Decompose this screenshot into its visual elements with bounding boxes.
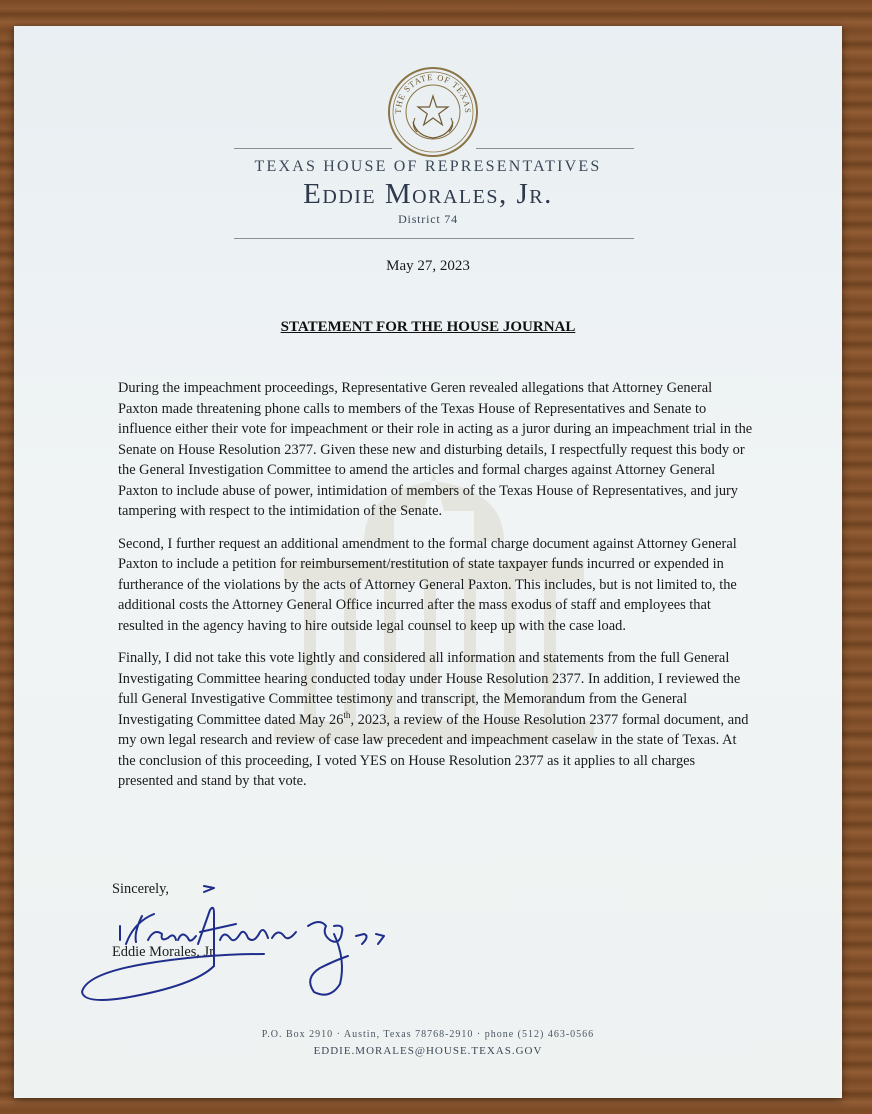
footer-email: EDDIE.MORALES@HOUSE.TEXAS.GOV (313, 1045, 543, 1057)
seal-text: THE STATE OF TEXAS (392, 71, 474, 114)
paragraph-1: During the impeachment proceedings, Representative Geren revealed allegations that Attorney General Paxton made threatening phone calls to members of the Texas House of Representatives and Senate to influence either their vote for impeachment or their role in acting as a juror during an impeachment trial in the Senate on House Resolution 2377. Given these new and disturbing details, I respectfully request this body or the General Investigation Committee to amend the articles and formal charges against Attorney General Paxton to include abuse of power, intimidation of members of the Texas House of Representatives, and jury tampering with respect to the intimidation of the Senate. (118, 380, 753, 519)
letter-page (14, 26, 842, 1098)
letter-body (118, 378, 753, 804)
closing-salutation: Sincerely, (112, 881, 170, 897)
footer-address: P.O. Box 2910 · Austin, Texas 78768-2910 · phone (512) 463-0566 (261, 1029, 595, 1040)
paragraph-3 (118, 648, 753, 792)
chamber-name: TEXAS HOUSE OF REPRESENTATIVES (254, 158, 602, 175)
statement-heading: STATEMENT FOR THE HOUSE JOURNAL (280, 319, 576, 335)
ordinal-suffix: th (343, 709, 351, 720)
handwritten-signature (64, 874, 424, 1004)
signatory-name: Eddie Morales, Jr. (112, 944, 217, 960)
member-name: Eddie Morales, Jr. (303, 178, 553, 210)
letterhead-rule-left (234, 148, 392, 149)
paragraph-3-text-b: , 2023, a review of the House Resolution 2377 formal document, and my own legal research and review of case law precedent and impeachment caselaw in the state of Texas. At the conclusion of this proceeding, I voted YES on House Resolution 2377 as it applies to all charges presented and stand by that vote. (118, 711, 749, 789)
paragraph-2: Second, I further request an additional amendment to the formal charge document against Attorney General Paxton to include a petition for reimbursement/restitution of state taxpayer funds incurred or expended in furtherance of the violations by the acts of Attorney General Paxton. This includes, but is not limited to, the additional costs the Attorney General Office incurred after the mass exodus of staff and employees that resulted in the agency having to hire outside legal counsel to keep up with the case load. (118, 535, 737, 634)
letterhead-rule-right (476, 148, 634, 149)
letter-date: May 27, 2023 (386, 258, 470, 274)
district-label: District 74 (398, 212, 458, 226)
letterhead-rule-bottom (234, 238, 634, 239)
paragraph-3-text-a: Finally, I did not take this vote lightly and considered all information and statements from the full General Investigating Committee hearing conducted today under House Resolution 2377. In addition, I reviewed the full General Investigative Committee testimony and transcript, the Memorandum from the General Investigating Committee dated May 26 (118, 650, 741, 728)
texas-seal-icon (387, 66, 479, 158)
